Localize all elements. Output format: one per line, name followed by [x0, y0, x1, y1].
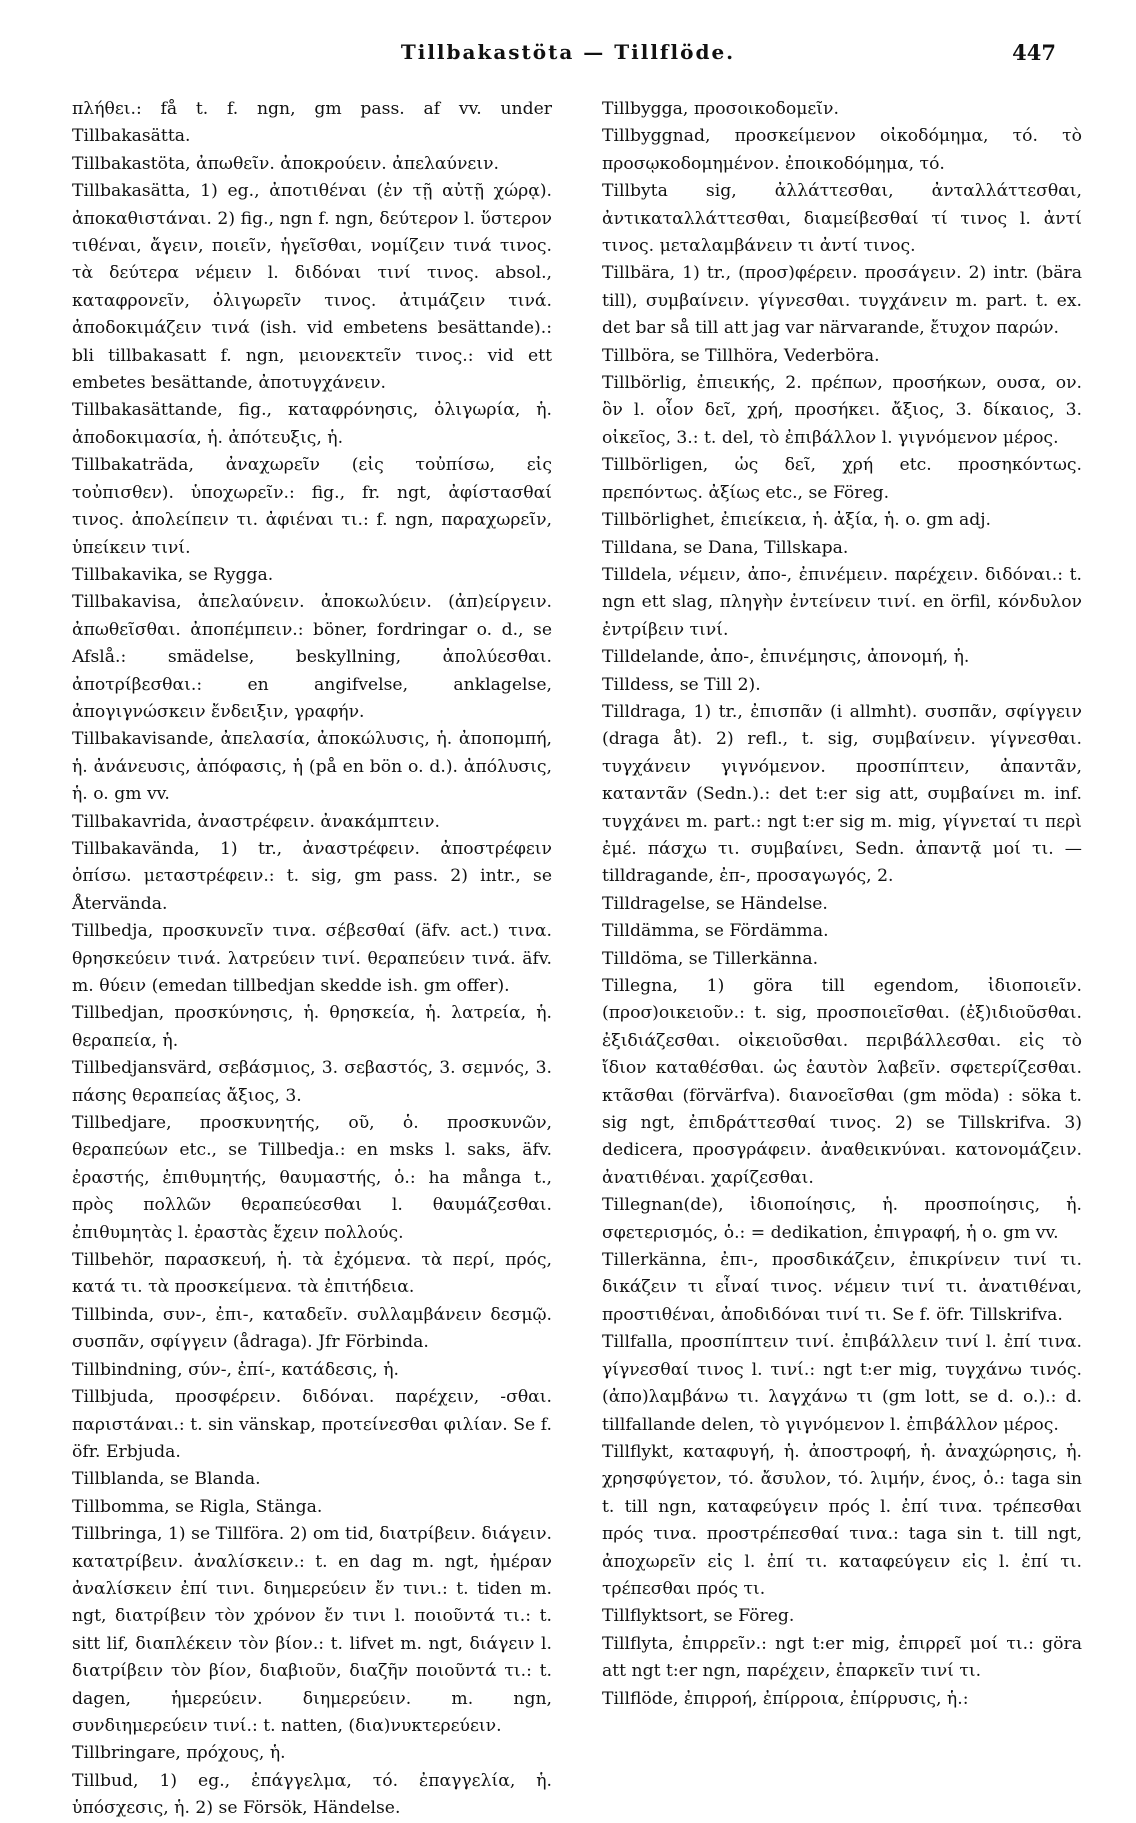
dictionary-entry: Tillbakasättande, fig., καταφρόνησις, ὀλιγωρία, ἡ. ἀποδοκιμασία, ἡ. ἀπότευξις, ἡ. — [72, 400, 552, 448]
dictionary-entry: Tillbyta sig, ἀλλάττεσθαι, ἀνταλλάττεσθαι, ἀντικαταλλάττεσθαι, διαμείβεσθαί τί τινος l. ἀντί τινος. μεταλαμβάνειν τι ἀντί τινος. — [602, 181, 1082, 257]
dictionary-entry: Tillbygga, προσοικοδομεῖν. — [602, 99, 839, 119]
dictionary-entry: Tillbindning, σύν-, ἐπί-, κατάδεσις, ἡ. — [72, 1359, 399, 1380]
dictionary-entry: Tillegna, 1) göra till egendom, ἰδιοποιεῖν. (προσ)οικειοῦν.: t. sig, προσποιεῖσθαι. (ἐξ)ιδιοῦσθαι. ἐξιδιάζεσθαι. οἰκειοῦσθαι. περιβάλλεσθαι. εἰς τὸ ἴδιον καταθέσθαι. ὡς ἑαυτὸν λαβεῖν. σφετερίζεσθαι. κτᾶσθαι (förvärfva). διανοεῖσθαι (gm möda) : söka t. sig ngt, ἐπιδράττεσθαί τινος. 2) se Tillskrifva. 3) dedicera, προσγράφειν. ἀναθεικνύναι. κατονομάζειν. ἀνατιθέναι. χαρίζεσθαι. — [602, 976, 1082, 1188]
dictionary-entry: Tillbakavisa, ἀπελαύνειν. ἀποκωλύειν. (ἀπ)είργειν. ἀπωθεῖσθαι. ἀποπέμπειν.: böner, fordringar o. d., se Afslå.: smädelse, beskyllning, ἀπολύεσθαι. ἀποτρίβεσθαι.: en angifvelse, anklagelse, ἀπογιγνώσκειν ἔνδειξιν, γραφήν. — [72, 592, 552, 722]
page-header — [0, 40, 1136, 80]
dictionary-entry: Tillbinda, συν-, ἐπι-, καταδεῖν. συλλαμβάνειν δεσμῷ. συσπᾶν, σφίγγειν (ådraga). Jfr Förbinda. — [72, 1304, 552, 1353]
dictionary-entry: Tilldragelse, se Händelse. — [602, 893, 828, 914]
dictionary-entry: Tillblanda, se Blanda. — [72, 1469, 261, 1490]
dictionary-entry: Tillbedjan, προσκύνησις, ἡ. θρησκεία, ἡ. λατρεία, ἡ. θεραπεία, ἡ. — [72, 1003, 552, 1051]
dictionary-entry: Tillbud, 1) eg., ἐπάγγελμα, τό. ἐπαγγελία, ἡ. ὑπόσχεσις, ἡ. 2) se Försök, Händelse. — [72, 1770, 552, 1819]
dictionary-entry: Tillbringa, 1) se Tillföra. 2) om tid, διατρίβειν. διάγειν. κατατρίβειν. ἀναλίσκειν.: t. en dag m. ngt, ἡμέραν ἀναλίσκειν ἐπί τινι. διημερεύειν ἔν τινι.: t. tiden m. ngt, διατρίβειν τὸν χρόνον ἔν τινι l. ποιοῦντά τι.: t. sitt lif, διαπλέκειν τὸν βίον.: t. lifvet m. ngt, διάγειν l. διατρίβειν τὸν βίον, διαβιοῦν, διαζῆν ποιοῦντά τι.: t. dagen, ἡμερεύειν. διημερεύειν. m. ngn, συνδιημερεύειν τινί.: t. natten, (δια)νυκτερεύειν. — [72, 1524, 552, 1736]
dictionary-entry: Tillböra, se Tillhöra, Vederböra. — [602, 345, 880, 366]
dictionary-entry: Tillerkänna, ἐπι-, προσδικάζειν, ἐπικρίνειν τινί τι. δικάζειν τι εἶναί τινος. νέμειν τινί τι. ἀνατιθέναι, προστιθέναι, ἀποδιδόναι τινί τι. Se f. öfr. Tillskrifva. — [602, 1250, 1082, 1325]
dictionary-entry: Tillbakavända, 1) tr., ἀναστρέφειν. ἀποστρέφειν ὀπίσω. μεταστρέφειν.: t. sig, gm pass. 2) intr., se Återvända. — [72, 838, 552, 914]
dictionary-entry: Tilldelande, ἀπο-, ἐπινέμησις, ἀπονομή, ἡ. — [602, 647, 970, 668]
dictionary-entry: Tillbakastöta, ἀπωθεῖν. ἀποκρούειν. ἀπελαύνειν. — [72, 153, 499, 174]
dictionary-entry: Tillbehör, παρασκευή, ἡ. τὰ ἐχόμενα. τὰ περί, πρός, κατά τι. τὰ προσκείμενα. τὰ ἐπιτήδεια. — [72, 1250, 552, 1298]
dictionary-entry: Tillbyggnad, προσκείμενον οἰκοδόμημα, τό. τὸ προσῳκοδομημένον. ἐποικοδόμημα, τό. — [602, 126, 1082, 174]
dictionary-entry: Tillbringare, πρόχους, ἡ. — [72, 1743, 286, 1764]
dictionary-entry: Tillegnan(de), ἰδιοποίησις, ἡ. προσποίησις, ἡ. σφετερισμός, ὁ.: = dedikation, ἐπιγραφή, ἡ o. gm vv. — [602, 1195, 1082, 1243]
right-column — [602, 96, 1082, 1716]
dictionary-entry: Tillflöde, ἐπιρροή, ἐπίρροια, ἐπίρρυσις, ἡ.: — [602, 1688, 969, 1709]
dictionary-entry: Tillbakavika, se Rygga. — [72, 564, 274, 585]
dictionary-entry: Tillbörlighet, ἐπιείκεια, ἡ. ἀξία, ἡ. o. gm adj. — [602, 510, 991, 531]
dictionary-entry: Tillbedja, προσκυνεῖν τινα. σέβεσθαί (äfv. act.) τινα. θρησκεύειν τινά. λατρεύειν τινί. θεραπεύειν τινά. äfv. m. θύειν (emedan tillbedjan skedde ish. gm offer). — [72, 921, 552, 996]
dictionary-entry: Tilldöma, se Tillerkänna. — [602, 948, 819, 969]
dictionary-entry: Tillbomma, se Rigla, Stänga. — [72, 1496, 323, 1517]
dictionary-entry: Tillbära, 1) tr., (προσ)φέρειν. προσάγειν. 2) intr. (bära till), συμβαίνειν. γίγνεσθαι. τυγχάνειν m. part. t. ex. det bar så till att jag var närvarande, ἔτυχον παρών. — [602, 263, 1082, 339]
dictionary-entry: Tillbakavrida, ἀναστρέφειν. ἀνακάμπτειν. — [72, 811, 440, 832]
running-head: Tillbakastöta — Tillflöde. — [400, 40, 736, 64]
dictionary-entry: Tilldela, νέμειν, ἀπο-, ἐπινέμειν. παρέχειν. διδόναι.: t. ngn ett slag, πληγὴν ἐντείνειν τινί. en örfil, κόνδυλον ἐντρίβειν τινί. — [602, 564, 1082, 640]
dictionary-entry: Tillbjuda, προσφέρειν. διδόναι. παρέχειν, -σθαι. παριστάναι.: t. sin vänskap, προτείνεσθαι φιλίαν. Se f. öfr. Erbjuda. — [72, 1387, 552, 1462]
dictionary-entry: Tillbörlig, ἐπιεικής, 2. πρέπων, προσήκων, ουσα, ον. ὃν l. οἷον δεῖ, χρή, προσήκει. ἄξιος, 3. δίκαιος, 3. οἰκεῖος, 3.: t. del, τὸ ἐπιβάλλον l. γιγνόμενον μέρος. — [602, 373, 1082, 448]
dictionary-entry: Tillbedjansvärd, σεβάσμιος, 3. σεβαστός, 3. σεμνός, 3. πάσης θεραπείας ἄξιος, 3. — [72, 1058, 552, 1106]
dictionary-entry: Tillbörligen, ὡς δεῖ, χρή etc. προσηκόντως. πρεπόντως. ἀξίως etc., se Föreg. — [602, 455, 1082, 503]
dictionary-entry: Tilldess, se Till 2). — [602, 674, 761, 695]
dictionary-entry: Tillbakavisande, ἀπελασία, ἀποκώλυσις, ἡ. ἀποπομπή, ἡ. ἀνάνευσις, ἀπόφασις, ἡ (på en bön o. d.). ἀπόλυσις, ἡ. o. gm vv. — [72, 729, 552, 805]
dictionary-entry: Tilldraga, 1) tr., ἐπισπᾶν (i allmht). συσπᾶν, σφίγγειν (draga åt). 2) refl., t. sig, συμβαίνειν. γίγνεσθαι. τυγχάνειν γιγνόμενον. προσπίπτειν, ἀπαντᾶν, καταντᾶν (Sedn.).: det t:er sig att, συμβαίνει m. inf. τυγχάνει m. part.: ngt t:er sig m. mig, γίγνεταί τι περὶ ἐμέ. πάσχω τι. συμβαίνει, Sedn. ἀπαντᾷ μοί τι. — tilldragande, ἐπ-, προσαγωγός, 2. — [602, 701, 1082, 887]
dictionary-entry: Tillbakasätta, 1) eg., ἀποτιθέναι (ἐν τῇ αὐτῇ χώρᾳ). ἀποκαθιστάναι. 2) fig., ngn f. ngn, δεύτερον l. ὕστερον τιθέναι, ἄγειν, ποιεῖν, ἡγεῖσθαι, νομίζειν τινά τινος. τὰ δεύτερα νέμειν l. διδόναι τινί τινος. absol., καταφρονεῖν, ὀλιγωρεῖν τινος. ἀτιμάζειν τινά. ἀποδοκιμάζειν τινά (ish. vid embetens besättande).: bli tillbakasatt f. ngn, μειονεκτεῖν τινος.: vid ett embetes besättande, ἀποτυγχάνειν. — [72, 181, 552, 394]
dictionary-entry: Tillbedjare, προσκυνητής, οῦ, ὁ. προσκυνῶν, θεραπεύων etc., se Tillbedja.: en msks l. saks, äfv. ἐραστής, ἐπιθυμητής, θαυμαστής, ὁ.: ha många t., πρὸς πολλῶν θεραπεύεσθαι l. θαυμάζεσθαι. ἐπιθυμητὰς l. ἐραστὰς ἔχειν πολλούς. — [72, 1113, 552, 1243]
left-column — [72, 96, 552, 1819]
dictionary-entry: πλήθει.: få t. f. ngn, gm pass. af vv. under Tillbakasätta. — [72, 99, 552, 147]
dictionary-entry: Tillflyta, ἐπιρρεῖν.: ngt t:er mig, ἐπιρρεῖ μοί τι.: göra att ngt t:er ngn, παρέχειν, ἐπαρκεῖν τινί τι. — [602, 1633, 1082, 1682]
dictionary-entry: Tilldämma, se Fördämma. — [602, 921, 829, 942]
dictionary-entry: Tillflyktsort, se Föreg. — [602, 1606, 795, 1627]
dictionary-entry: Tillbakaträda, ἀναχωρεῖν (εἰς τοὐπίσω, εἰς τοὐπισθεν). ὑποχωρεῖν.: fig., fr. ngt, ἀφίστασθαί τινος. ἀπολείπειν τι. ἀφιέναι τι.: f. ngn, παραχωρεῖν, ὑπείκειν τινί. — [72, 455, 552, 558]
dictionary-entry: Tilldana, se Dana, Tillskapa. — [602, 537, 849, 558]
page-number: 447 — [1012, 40, 1056, 65]
dictionary-entry: Tillfalla, προσπίπτειν τινί. ἐπιβάλλειν τινί l. ἐπί τινα. γίγνεσθαί τινος l. τινί.: ngt t:er mig, τυγχάνω τινός. (ἀπο)λαμβάνω τι. λαγχάνω τι (gm lott, se d. o.).: d. tillfallande delen, τὸ γιγνόμενον l. ἐπιβάλλον μέρος. — [602, 1332, 1082, 1435]
dictionary-entry: Tillflykt, καταφυγή, ἡ. ἀποστροφή, ἡ. ἀναχώρησις, ἡ. χρησφύγετον, τό. ἄσυλον, τό. λιμήν, ένος, ὁ.: taga sin t. till ngn, καταφεύγειν πρός l. ἐπί τινα. τρέπεσθαι πρός τινα. προστρέπεσθαί τινα.: taga sin t. till ngt, ἀποχωρεῖν εἰς l. ἐπί τι. καταφεύγειν εἰς l. ἐπί τι. τρέπεσθαι πρός τι. — [602, 1441, 1082, 1599]
